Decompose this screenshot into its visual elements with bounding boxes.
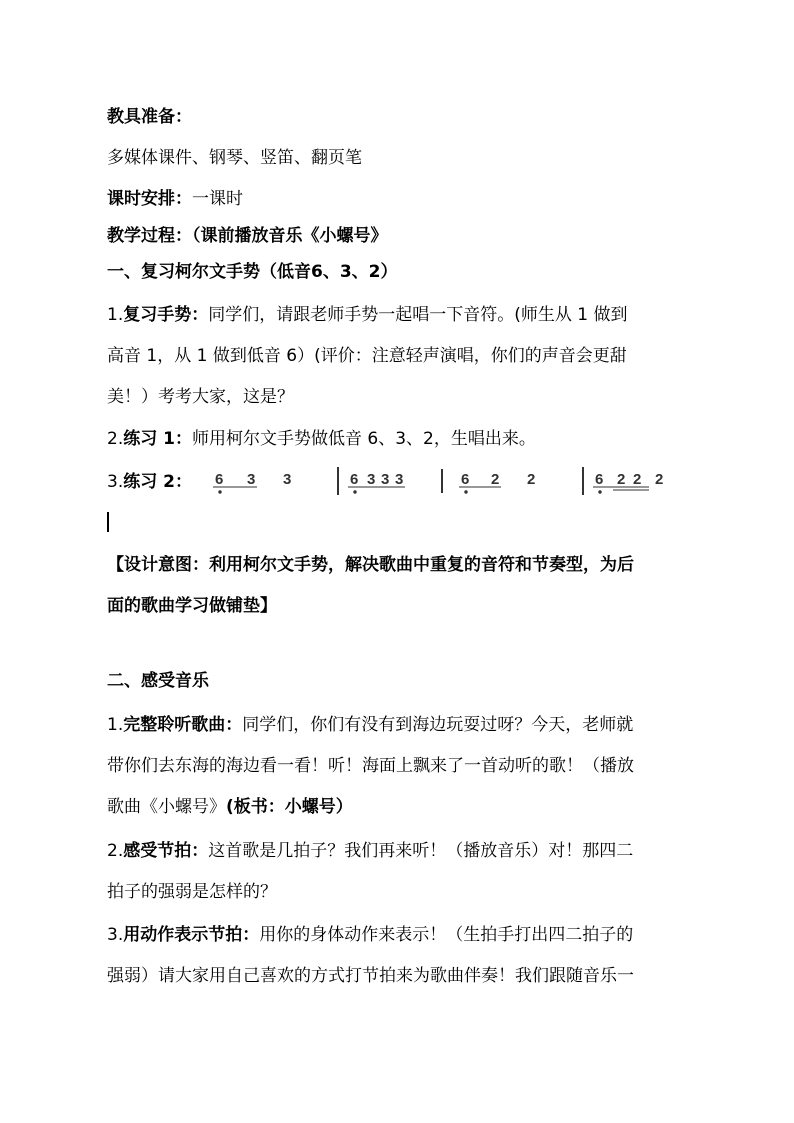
low-octave-dot — [464, 490, 467, 493]
part1-step1-line1 — [107, 304, 628, 326]
part1-step1-line3: 美！）考考大家，这是？ — [107, 387, 294, 407]
part2-step3-num: 3. — [107, 925, 124, 945]
note: 3 — [283, 471, 292, 488]
part2-step2-line1 — [107, 840, 633, 862]
note: 6 — [350, 471, 359, 488]
part1-step2-text: 师用柯尔文手势做低音 6、3、2，生唱出来。 — [191, 429, 536, 449]
part2-step2-line2: 拍子的强弱是怎样的？ — [107, 882, 277, 902]
low-octave-dot — [598, 490, 601, 493]
note: 2 — [527, 471, 536, 488]
part1-step1-title: 复习手势： — [123, 305, 209, 325]
part2-step1-title: 完整聆听歌曲： — [123, 715, 243, 735]
part2-step2-text1: 这首歌是几拍子？我们再来听！（播放音乐）对！那四二 — [208, 841, 634, 861]
note: 6 — [461, 471, 470, 488]
schedule-label: 课时安排： — [107, 189, 192, 209]
part2-step1-num: 1. — [107, 715, 124, 735]
part1-intent-line1: 【设计意图：利用柯尔文手势，解决歌曲中重复的音符和节奏型，为后 — [107, 555, 634, 575]
part2-step1-line2: 带你们去东海的海边看一看！听！海面上飘来了一首动听的歌！（播放 — [107, 756, 634, 776]
part2-step1-board: (板书：小螺号） — [226, 797, 353, 817]
part1-step3-num: 3. — [107, 472, 124, 492]
note: 6 — [215, 471, 224, 488]
part1-step2-line — [107, 428, 536, 450]
prep-heading: 教具准备： — [107, 107, 192, 127]
note: 3 — [247, 471, 256, 488]
part1-step3-title: 练习 2： — [123, 472, 192, 492]
jianpu-notation — [213, 467, 683, 497]
part2-heading: 二、感受音乐 — [107, 671, 209, 691]
process-heading: 教学过程：（课前播放音乐《小螺号》 — [107, 226, 388, 246]
part2-step1-line1 — [107, 714, 633, 736]
part2-step2-title: 感受节拍： — [123, 841, 209, 861]
bar-line-end — [107, 512, 109, 532]
part2-step1-song: 歌曲《小螺号》 — [107, 797, 226, 817]
note: 2 — [491, 471, 500, 488]
prep-items: 多媒体课件、钢琴、竖笛、翻页笔 — [107, 148, 362, 168]
part1-step2-title: 练习 1： — [123, 429, 192, 449]
part2-step3-line1 — [107, 924, 633, 946]
part2-step3-text1: 用你的身体动作来表示！（生拍手打出四二拍子的 — [259, 925, 634, 945]
schedule-value: 一课时 — [192, 189, 243, 209]
part1-intent-line2: 面的歌曲学习做铺垫】 — [107, 596, 277, 616]
part2-step1-line3 — [107, 796, 353, 818]
part1-heading: 一、复习柯尔文手势（低音6、3、2） — [107, 262, 398, 282]
note: 2 — [655, 471, 664, 488]
note: 2 — [617, 471, 626, 488]
part1-step1-num: 1. — [107, 305, 124, 325]
part1-step1-text1: 同学们，请跟老师手势一起唱一下音符。(师生从 1 做到 — [208, 305, 628, 325]
low-octave-dot — [353, 490, 356, 493]
note: 3 — [367, 471, 376, 488]
note: 6 — [595, 471, 604, 488]
part1-step2-num: 2. — [107, 429, 124, 449]
part2-step2-num: 2. — [107, 841, 124, 861]
schedule-line — [107, 188, 243, 210]
part1-step3-line — [107, 471, 192, 493]
low-octave-dot — [218, 490, 221, 493]
part2-step3-line2: 强弱）请大家用自己喜欢的方式打节拍来为歌曲伴奏！我们跟随音乐一 — [107, 966, 634, 986]
note: 3 — [395, 471, 404, 488]
note: 3 — [381, 471, 390, 488]
part1-step1-line2: 高音 1，从 1 做到低音 6）(评价：注意轻声演唱，你们的声音会更甜 — [107, 346, 627, 366]
jianpu-svg — [213, 467, 683, 497]
part2-step1-text1: 同学们，你们有没有到海边玩耍过呀？今天，老师就 — [242, 715, 634, 735]
note: 2 — [633, 471, 642, 488]
part2-step3-title: 用动作表示节拍： — [123, 925, 260, 945]
